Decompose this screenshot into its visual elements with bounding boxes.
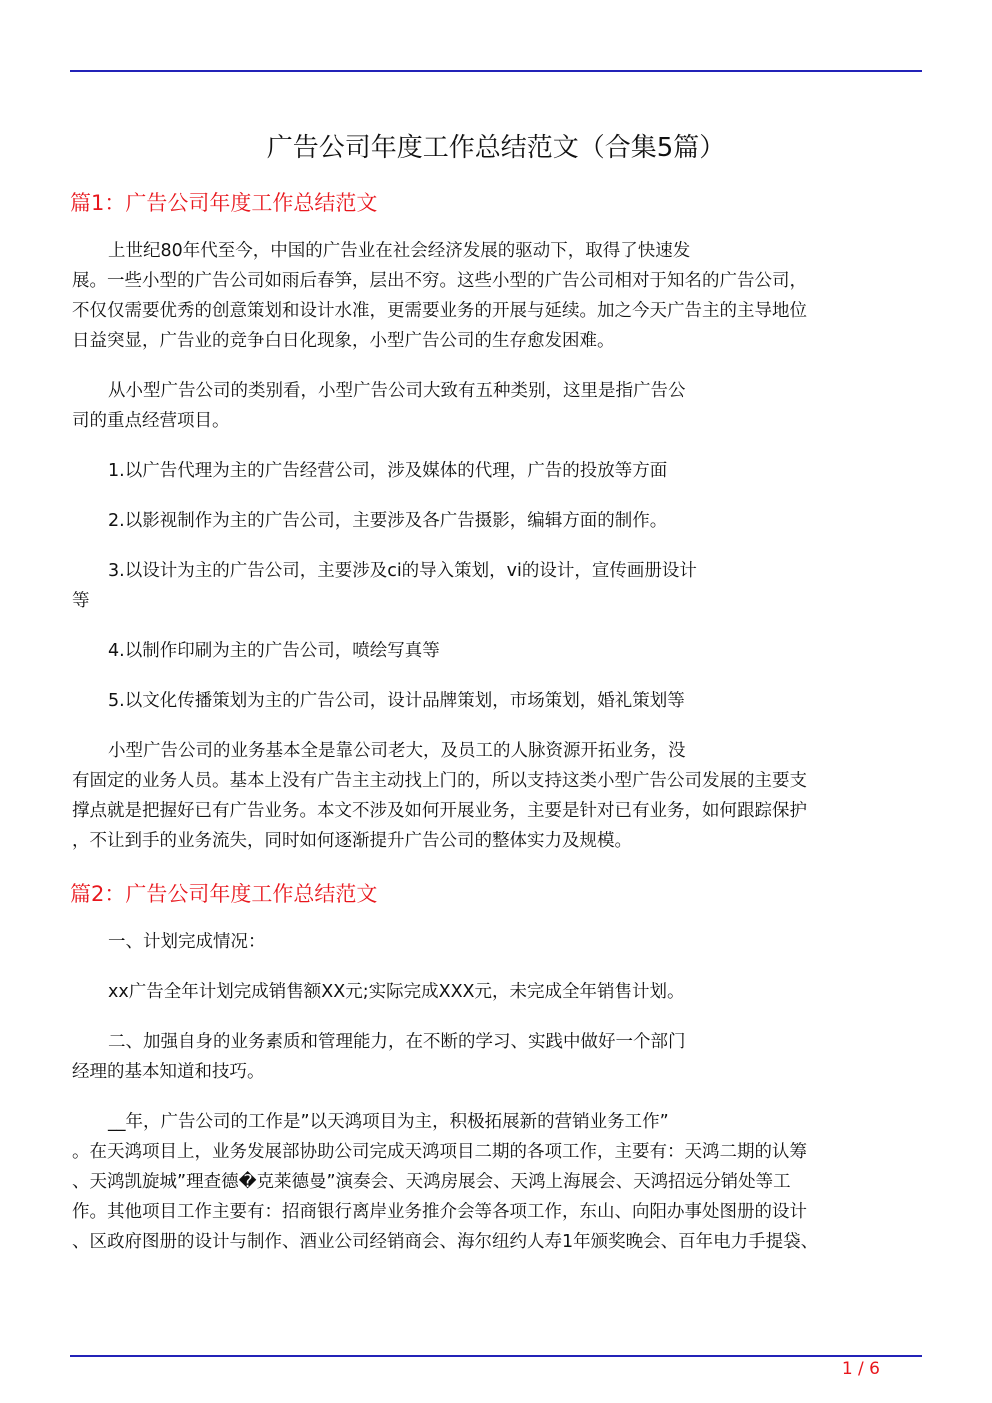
paragraph	[72, 236, 922, 356]
text-line: ，不让到手的业务流失，同时如何逐渐提升广告公司的整体实力及规模。	[72, 831, 632, 851]
paragraph	[72, 1107, 922, 1257]
text-line: 1.以广告代理为主的广告经营公司，涉及媒体的代理，广告的投放等方面	[108, 461, 668, 481]
paragraph	[72, 556, 922, 616]
text-line: xx广告全年计划完成销售额XX元;实际完成XXX元，未完成全年销售计划。	[108, 982, 685, 1002]
text-line: 经理的基本知道和技巧。	[72, 1062, 265, 1082]
text-line: 撑点就是把握好已有广告业务。本文不涉及如何开展业务，主要是针对已有业务，如何跟踪保护	[72, 801, 807, 821]
text-line: 上世纪80年代至今，中国的广告业在社会经济发展的驱动下，取得了快速发	[108, 241, 691, 261]
paragraph	[72, 977, 922, 1007]
paragraph	[72, 506, 922, 536]
text-line: 等	[72, 591, 90, 611]
page-number: 1 / 6	[841, 1359, 880, 1379]
paragraph	[72, 456, 922, 486]
text-line: 有固定的业务人员。基本上没有广告主主动找上门的，所以支持这类小型广告公司发展的主要支	[72, 771, 807, 791]
text-line: 日益突显，广告业的竞争白日化现象，小型广告公司的生存愈发困难。	[72, 331, 615, 351]
section-heading: 篇2：广告公司年度工作总结范文	[70, 882, 378, 906]
text-line: 4.以制作印刷为主的广告公司，喷绘写真等	[108, 641, 440, 661]
paragraph	[72, 927, 922, 957]
paragraph	[72, 736, 922, 856]
text-line: 二、加强自身的业务素质和管理能力，在不断的学习、实践中做好一个部门	[108, 1032, 686, 1052]
text-line: 一、计划完成情况：	[108, 932, 266, 952]
text-line: 、天鸿凯旋城”理查德�克莱德曼”演奏会、天鸿房展会、天鸿上海展会、天鸿招远分销处等工	[72, 1172, 791, 1192]
text-line: 3.以设计为主的广告公司，主要涉及ci的导入策划，vi的设计，宣传画册设计	[108, 561, 697, 581]
section-heading: 篇1：广告公司年度工作总结范文	[70, 191, 378, 215]
paragraph	[72, 376, 922, 436]
text-line: 、区政府图册的设计与制作、酒业公司经销商会、海尔纽约人寿1年颁奖晚会、百年电力手提袋、	[72, 1232, 819, 1252]
paragraph	[72, 636, 922, 666]
text-line: 5.以文化传播策划为主的广告公司，设计品牌策划，市场策划，婚礼策划等	[108, 691, 685, 711]
text-line: __年，广告公司的工作是”以天鸿项目为主，积极拓展新的营销业务工作”	[108, 1112, 669, 1132]
document-title: 广告公司年度工作总结范文（合集5篇）	[266, 133, 726, 163]
text-line: 司的重点经营项目。	[72, 411, 230, 431]
text-line: 展。一些小型的广告公司如雨后春笋，层出不穷。这些小型的广告公司相对于知名的广告公司，	[72, 271, 807, 291]
text-line: 。在天鸿项目上，业务发展部协助公司完成天鸿项目二期的各项工作，主要有：天鸿二期的认筹	[72, 1142, 807, 1162]
text-line: 作。其他项目工作主要有：招商银行离岸业务推介会等各项工作，东山、向阳办事处图册的设计	[72, 1202, 807, 1222]
text-line: 不仅仅需要优秀的创意策划和设计水准，更需要业务的开展与延续。加之今天广告主的主导地位	[72, 301, 807, 321]
text-line: 小型广告公司的业务基本全是靠公司老大，及员工的人脉资源开拓业务，没	[108, 741, 686, 761]
paragraph	[72, 686, 922, 716]
document-body	[72, 185, 922, 1277]
paragraph	[72, 1027, 922, 1087]
text-line: 2.以影视制作为主的广告公司，主要涉及各广告摄影，编辑方面的制作。	[108, 511, 668, 531]
header-rule	[70, 70, 922, 72]
text-line: 从小型广告公司的类别看，小型广告公司大致有五种类别，这里是指广告公	[108, 381, 686, 401]
footer-rule	[70, 1355, 922, 1357]
